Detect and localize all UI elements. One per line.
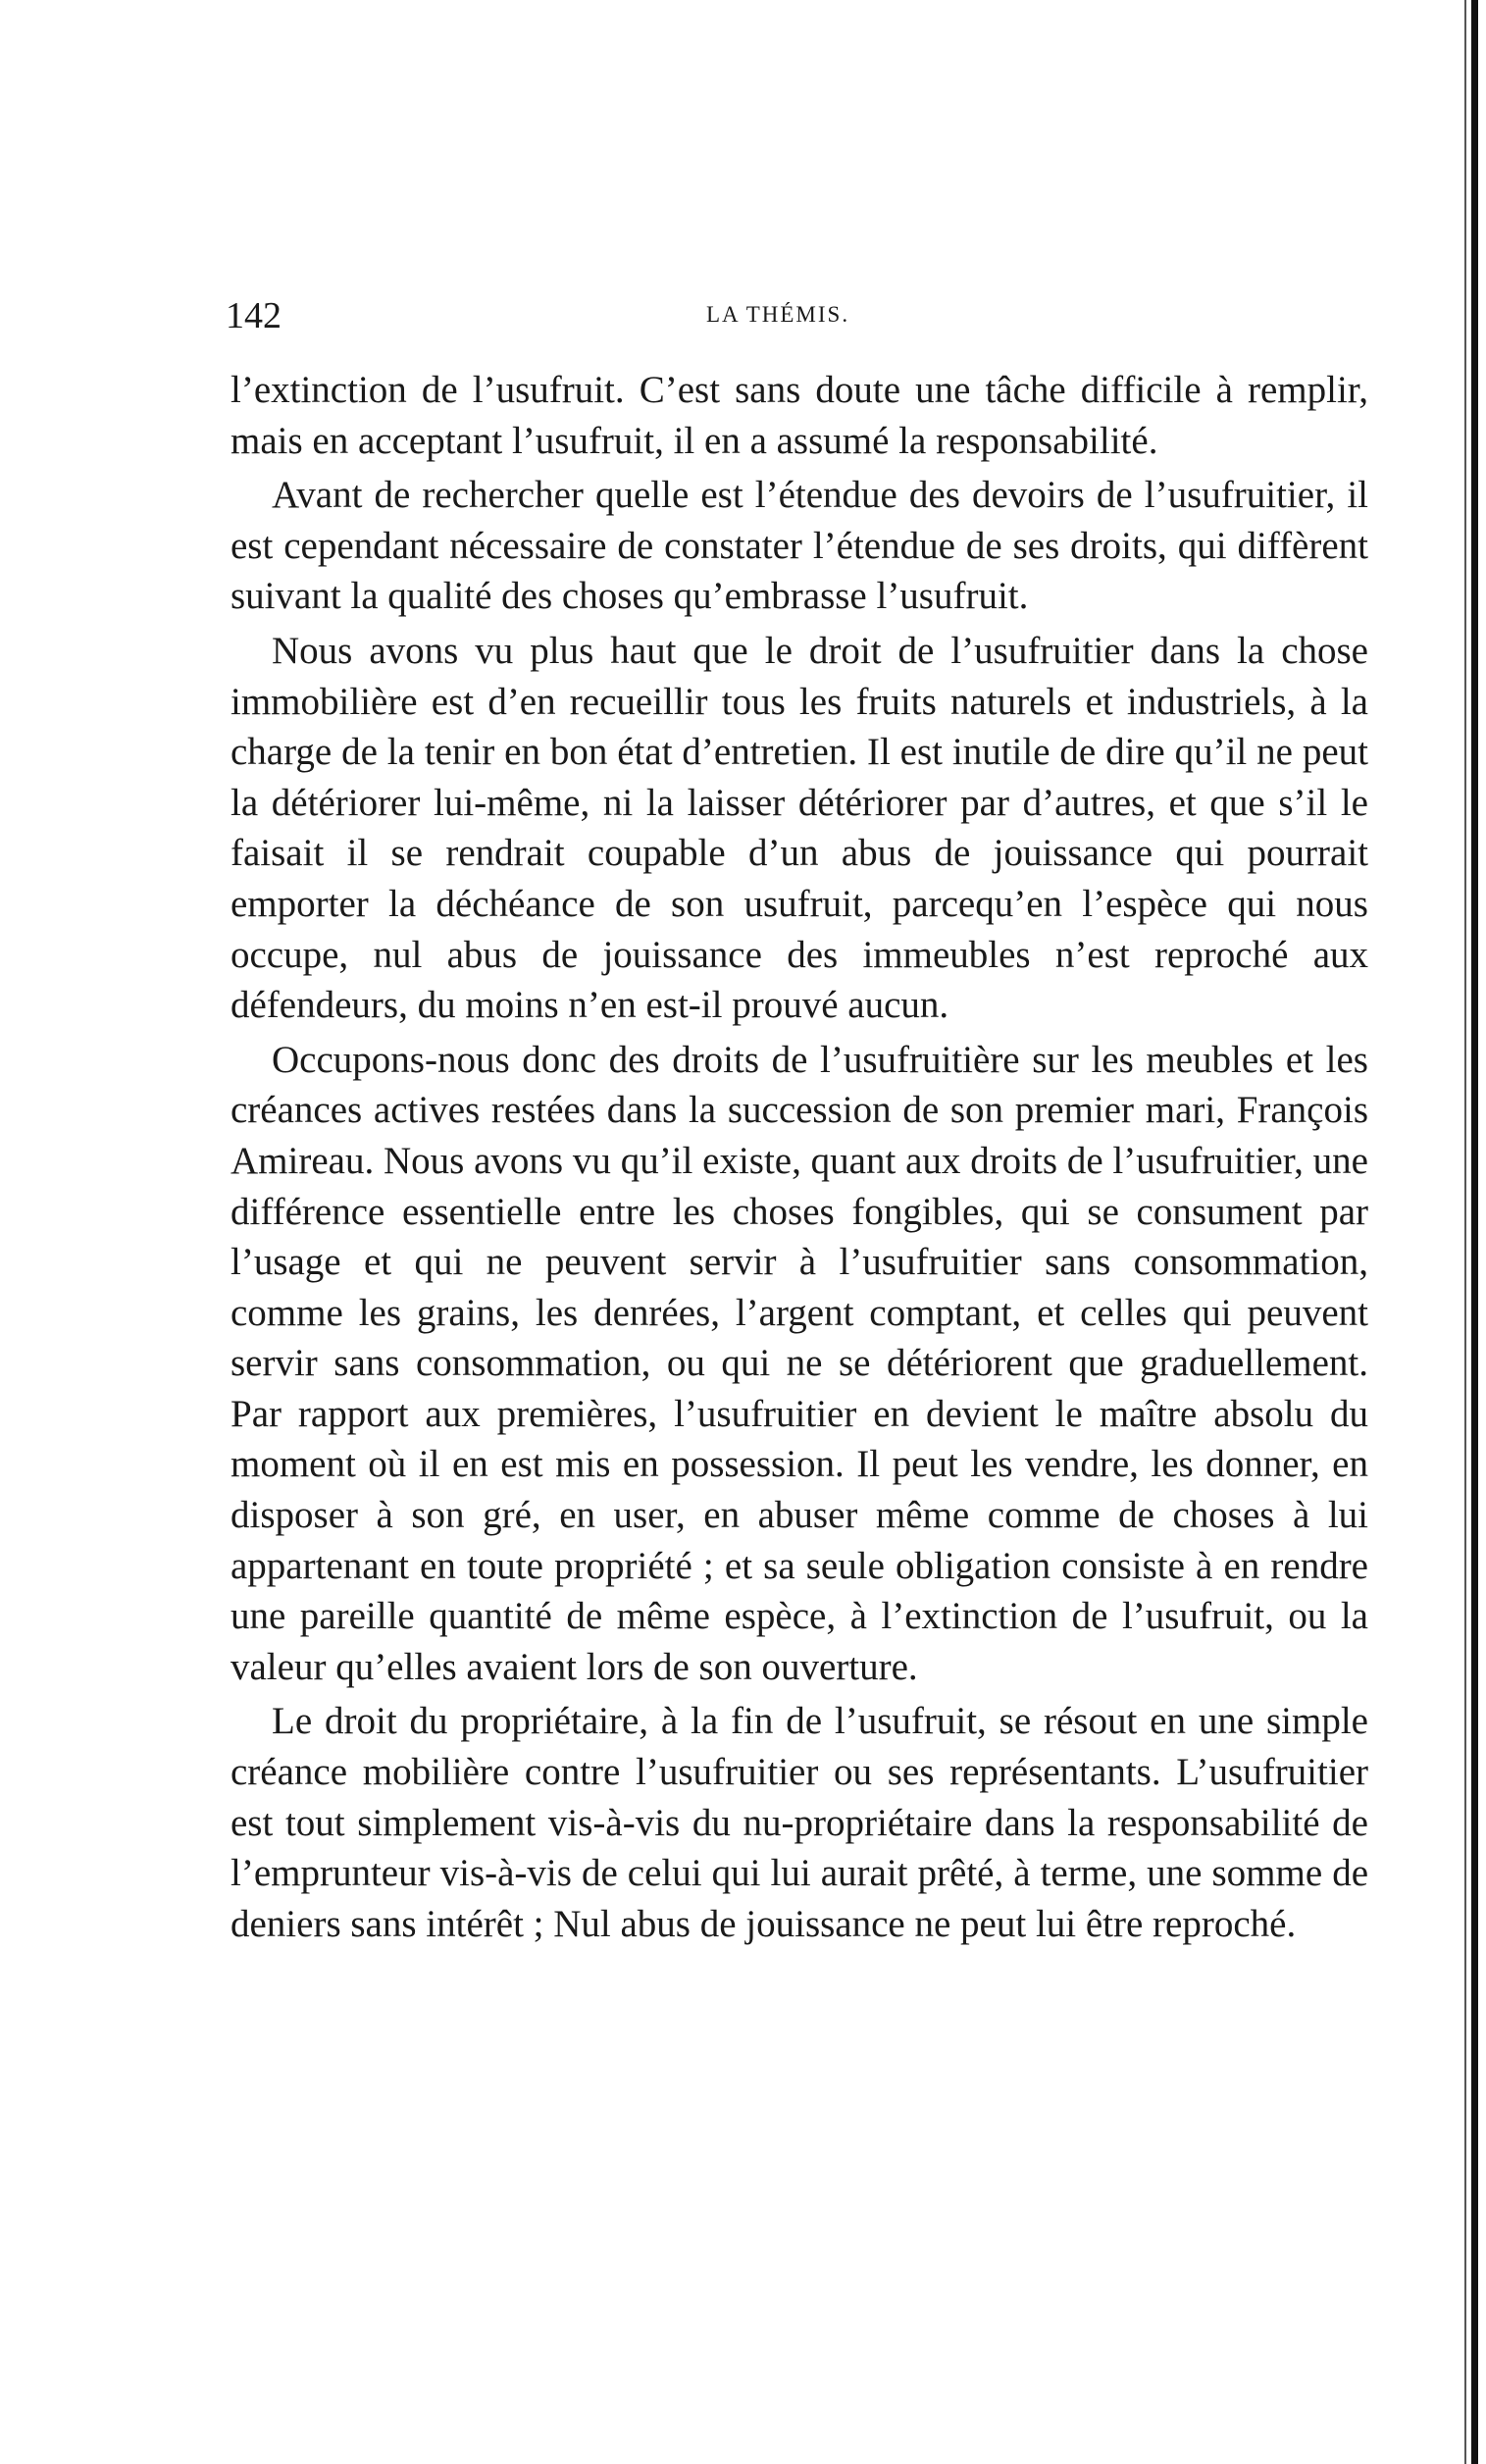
paragraph-2: Avant de rechercher quelle est l’étendue des devoirs de l’usufruitier, il est cependant nécessaire de constater l’étendue de ses droits, qui diffèrent suivant la qualité des choses qu’embrasse l’usufruit. (231, 474, 1368, 618)
paragraph-4: Occupons-nous donc des droits de l’usufruitière sur les meubles et les créances actives restées dans la succession de son premier mari, François Amireau. Nous avons vu qu’il existe, quant aux droits de l’usufruitier, une différence essentielle entre les choses fongibles, qui se consument par l’usage et qui ne peuvent servir à l’usufruitier sans consommation, comme les grains, les denrées, l’argent comptant, et celles qui peuvent servir sans consommation, ou qui ne se détériorent que graduellement. Par rapport aux premières, l’usufruitier en devient le maître absolu du moment où il en est mis en possession. Il peut les vendre, les donner, en disposer à son gré, en user, en abuser même comme de choses à lui appartenant en toute propriété ; et sa seule obligation consiste à en rendre une pareille quantité de même espèce, à l’extinction de l’usufruit, ou la valeur qu’elles avaient lors de son ouverture. (231, 1038, 1368, 1688)
page-number: 142 (226, 295, 282, 336)
page-header (226, 294, 1373, 343)
paragraph-5: Le droit du propriétaire, à la fin de l’usufruit, se résout en une simple créance mobilière contre l’usufruitier ou ses représentants. L’usufruitier est tout simplement vis-à-vis du nu-propriétaire dans la responsabilité de l’emprunteur vis-à-vis de celui qui lui aurait prêté, à terme, une somme de deniers sans intérêt ; Nul abus de jouissance ne peut lui être reproché. (231, 1700, 1368, 1945)
page-edge-shadow (1464, 0, 1466, 2464)
page-edge (1471, 0, 1478, 2464)
paragraph-1: l’extinction de l’usufruit. C’est sans doute une tâche difficile à remplir, mais en acceptant l’usufruit, il en a assumé la responsabilité. (231, 369, 1368, 462)
running-head: LA THÉMIS. (706, 302, 850, 327)
paragraph-3: Nous avons vu plus haut que le droit de l’usufruitier dans la chose immobilière est d’en recueillir tous les fruits naturels et industriels, à la charge de la tenir en bon état d’entretien. Il est inutile de dire qu’il ne peut la détériorer lui-même, ni la laisser détériorer par d’autres, et que s’il le faisait il se rendrait coupable d’un abus de jouissance qui pourrait emporter la déchéance de son usufruit, parcequ’en l’espèce qui nous occupe, nul abus de jouissance des immeubles n’est reproché aux défendeurs, du moins n’en est-il prouvé aucun. (231, 629, 1368, 1027)
body-text (231, 365, 1368, 1949)
